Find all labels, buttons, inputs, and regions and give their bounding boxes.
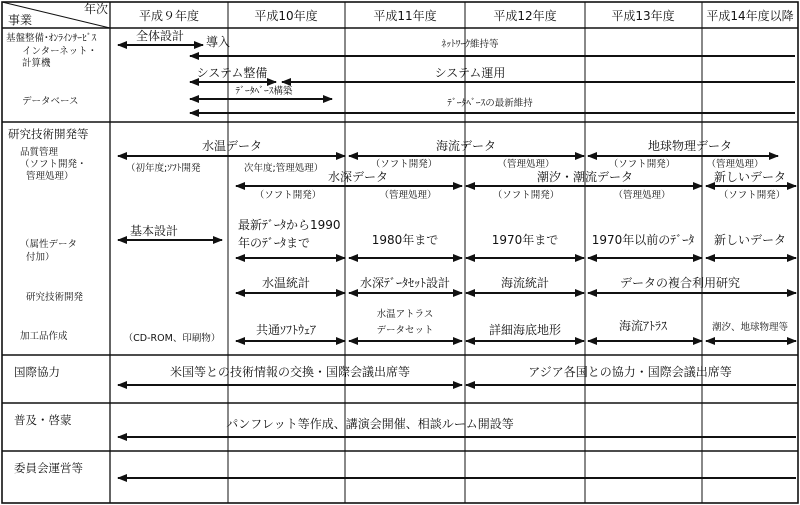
- sub-kanri-11b: （管理処理）: [379, 190, 437, 201]
- text-shinsui-set: 水深ﾃﾞｰﾀｾｯﾄ設計: [359, 276, 451, 290]
- year-header-h10: 平成10年度: [254, 9, 318, 23]
- label-kaihatsu: 研究技術開発: [26, 292, 84, 303]
- text-suion-toukei: 水温統計: [261, 276, 311, 290]
- section-kiban-title: 基盤整備･ｵﾝﾗｲﾝｻｰﾋﾞｽ: [6, 33, 97, 44]
- text-beikoku: 米国等との技術情報の交換・国際会議出席等: [169, 365, 411, 379]
- text-kairyu-toukei: 海流統計: [500, 276, 550, 290]
- label-zokusei-2: 付加）: [26, 252, 55, 263]
- text-network: ﾈｯﾄﾜｰｸ維持等: [441, 39, 499, 50]
- sub-soft-14b: （ソフト開発）: [718, 190, 786, 201]
- sub-shonendo: （初年度;ｿﾌﾄ開発: [126, 163, 201, 174]
- text-asia: アジア各国との協力・国際会議出席等: [528, 365, 732, 379]
- text-system-unyou: システム運用: [434, 66, 506, 80]
- corner-project-label: 事業: [8, 13, 33, 27]
- text-fukugou: データの複合利用研究: [619, 276, 741, 290]
- label-hinshitsu-1: 品質管理: [20, 147, 59, 158]
- text-suion-data: 水温データ: [201, 139, 263, 153]
- section-kokusai-title: 国際協力: [14, 365, 60, 379]
- sub-soft-11: （ソフト開発）: [370, 159, 438, 170]
- text-kyoutsu-soft: 共通ｿﾌﾄｳｪｱ: [255, 323, 317, 337]
- sub-kanri-14: （管理処理）: [706, 159, 764, 170]
- text-pamphlet: パンフレット等作成、講演会開催、相談ルーム開設等: [226, 417, 514, 431]
- text-shinsui-data: 水深データ: [327, 170, 389, 184]
- sub-kanri-12: （管理処理）: [497, 159, 555, 170]
- sub-soft-13: （ソフト開発）: [608, 159, 676, 170]
- text-db-kouchiku: ﾃﾞｰﾀﾍﾞｰｽ構築: [235, 86, 293, 97]
- text-atlas-1: 水温アトラス: [376, 309, 434, 320]
- sub-soft-10b: （ソフト開発）: [254, 190, 322, 201]
- sub-kanri-13b: （管理処理）: [613, 190, 671, 201]
- text-kairyu-data: 海流データ: [435, 139, 497, 153]
- year-header-h14: 平成14年度以降: [706, 9, 794, 23]
- text-kihon-sekkei: 基本設計: [129, 224, 179, 238]
- label-internet-1: インターネット・: [22, 46, 98, 57]
- label-hinshitsu-2: （ソフト開発・: [20, 159, 87, 170]
- section-fukyu-title: 普及・啓蒙: [14, 413, 72, 427]
- section-kenkyu-title: 研究技術開発等: [8, 127, 89, 141]
- year-header-h12: 平成12年度: [493, 9, 557, 23]
- text-izen-1970: 1970年以前のﾃﾞｰﾀ: [591, 233, 695, 247]
- text-saishin-1990-1: 最新ﾃﾞｰﾀから1990: [238, 218, 341, 232]
- label-kakou: 加工品作成: [20, 331, 68, 342]
- sub-jinendo: 次年度;管理処理）: [244, 163, 324, 174]
- text-made-1980: 1980年まで: [371, 233, 439, 247]
- text-choseki-chikyu: 潮汐、地球物理等: [711, 322, 789, 333]
- year-header-h9: 平成９年度: [138, 9, 200, 23]
- text-shousai: 詳細海底地形: [488, 323, 562, 337]
- corner-year-label: 年次: [84, 2, 109, 16]
- year-header-h13: 平成13年度: [611, 9, 675, 23]
- text-choseki-data: 潮汐・潮流データ: [536, 170, 634, 184]
- text-made-1970: 1970年まで: [491, 233, 559, 247]
- section-iinkai-title: 委員会運営等: [14, 461, 83, 475]
- text-chikyu-data: 地球物理データ: [647, 139, 733, 153]
- text-db-saishin: ﾃﾞｰﾀﾍﾞｰｽの最新維持: [447, 98, 533, 109]
- text-atarashii-data-1: 新しいデータ: [713, 170, 787, 184]
- text-zentai-sekkei: 全体設計: [135, 29, 185, 43]
- text-atlas-2: データセット: [376, 325, 434, 336]
- sub-soft-12b: （ソフト開発）: [492, 190, 560, 201]
- text-cdrom: （CD-ROM、印刷物）: [123, 333, 221, 344]
- text-kairyu-atlas: 海流ｱﾄﾗｽ: [618, 319, 668, 333]
- label-hinshitsu-3: 管理処理）: [26, 171, 74, 182]
- text-saishin-1990-2: 年のﾃﾞｰﾀまで: [238, 236, 311, 250]
- label-internet-2: 計算機: [22, 58, 51, 69]
- text-dounyu: 導入: [206, 35, 231, 49]
- text-system-seibi: システム整備: [196, 66, 268, 80]
- year-header-h11: 平成11年度: [373, 9, 437, 23]
- label-database: データベース: [22, 96, 79, 107]
- text-atarashii-data-2: 新しいデータ: [713, 233, 787, 247]
- label-zokusei-1: （属性データ: [20, 239, 78, 250]
